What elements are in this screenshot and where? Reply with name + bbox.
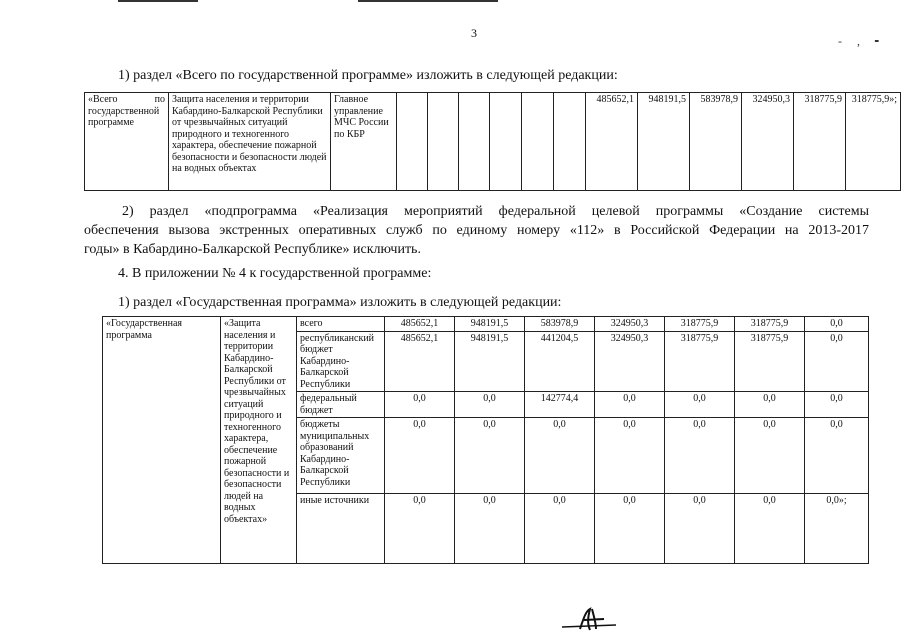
value-cell: 0,0 — [735, 392, 805, 418]
value-cell: 318775,9 — [665, 331, 735, 392]
cell-text: государственной программе — [88, 105, 160, 128]
paragraph-3: 4. В приложении № 4 к государственной программе: — [118, 266, 432, 281]
empty-cell — [490, 93, 522, 191]
value-cell: 318775,9 — [665, 317, 735, 332]
value-cell: 318775,9 — [735, 317, 805, 332]
empty-cell — [428, 93, 459, 191]
value-cell: 0,0 — [735, 494, 805, 564]
table-state-program — [102, 316, 869, 564]
paragraph-2-line: годы» в Кабардино-Балкарской Республике» исключить. — [84, 242, 421, 257]
value-cell: 0,0 — [455, 392, 525, 418]
value-cell: 0,0 — [455, 494, 525, 564]
executor-cell: Главное управление МЧС России по КБР — [331, 93, 397, 191]
scan-marks: - , ╸ — [838, 34, 889, 48]
value-cell: 318775,9 — [735, 331, 805, 392]
value-cell: 0,0 — [385, 418, 455, 494]
value-cell: 324950,3 — [595, 317, 665, 332]
cell-text: по — [154, 94, 165, 105]
value-cell: 0,0 — [525, 418, 595, 494]
value-cell: 0,0 — [665, 494, 735, 564]
value-cell: 0,0 — [735, 418, 805, 494]
empty-cell — [554, 93, 586, 191]
value-cell: 0,0 — [595, 418, 665, 494]
table-row — [103, 317, 869, 332]
value-cell: 0,0 — [805, 317, 869, 332]
empty-cell — [459, 93, 490, 191]
paragraph-2 — [84, 202, 869, 259]
table-row — [85, 93, 901, 191]
empty-cell — [397, 93, 428, 191]
value-cell: 0,0»; — [805, 494, 869, 564]
value-cell: 0,0 — [665, 418, 735, 494]
value-cell: 583978,9 — [525, 317, 595, 332]
page-number: 3 — [471, 26, 477, 40]
paragraph-2-line: 2) раздел «подпрограмма «Реализация мероприятий федеральной целевой программы «Создание системы — [122, 204, 869, 219]
value-cell: 0,0 — [455, 418, 525, 494]
value-cell: 0,0 — [595, 392, 665, 418]
value-cell: 142774,4 — [525, 392, 595, 418]
value-cell: 0,0 — [385, 392, 455, 418]
value-cell: 948191,5 — [455, 331, 525, 392]
value-cell: 0,0 — [805, 331, 869, 392]
empty-cell — [522, 93, 554, 191]
value-cell: 318775,9»; — [846, 93, 901, 191]
value-cell: 0,0 — [385, 494, 455, 564]
source-cell: иные источники — [297, 494, 385, 564]
paragraph-1: 1) раздел «Всего по государственной программе» изложить в следующей редакции: — [118, 68, 618, 83]
value-cell: 441204,5 — [525, 331, 595, 392]
paragraph-2-line: обеспечения вызова экстренных оперативных служб по единому номеру «112» в Российской Федерации на 2013-2017 — [84, 223, 869, 238]
value-cell: 948191,5 — [455, 317, 525, 332]
cell-text: «Всего — [88, 94, 118, 105]
source-cell: всего — [297, 317, 385, 332]
header-rule — [118, 0, 498, 3]
source-cell: бюджеты муниципальных образований Кабардино-Балкарской Республики — [297, 418, 385, 494]
source-cell: федеральный бюджет — [297, 392, 385, 418]
value-cell: 485652,1 — [385, 317, 455, 332]
program-title-cell: «Защита населения и территории Кабардино-Балкарской Республики от чрезвычайных ситуаций природного и техногенного характера, обеспечение пожарной безопасности и безопасности людей на водных объектах» — [221, 317, 297, 564]
program-cell: «Государственная программа — [103, 317, 221, 564]
value-cell: 324950,3 — [595, 331, 665, 392]
value-cell: 485652,1 — [385, 331, 455, 392]
paragraph-4: 1) раздел «Государственная программа» изложить в следующей редакции: — [118, 295, 562, 310]
value-cell: 0,0 — [665, 392, 735, 418]
value-cell: 0,0 — [595, 494, 665, 564]
value-cell: 0,0 — [525, 494, 595, 564]
source-cell: республиканский бюджет Кабардино-Балкарской Республики — [297, 331, 385, 392]
value-cell: 318775,9 — [794, 93, 846, 191]
table-total — [84, 92, 901, 191]
value-cell: 0,0 — [805, 392, 869, 418]
value-cell: 583978,9 — [690, 93, 742, 191]
value-cell: 948191,5 — [638, 93, 690, 191]
value-cell: 485652,1 — [586, 93, 638, 191]
program-cell — [85, 93, 169, 191]
value-cell: 0,0 — [805, 418, 869, 494]
program-title-cell: Защита населения и территории Кабардино-Балкарской Республики от чрезвычайных ситуаций природного и техногенного характера, обеспечение пожарной безопасности и безопасности людей на водных объектах — [169, 93, 331, 191]
signature-mark — [560, 603, 620, 633]
value-cell: 324950,3 — [742, 93, 794, 191]
